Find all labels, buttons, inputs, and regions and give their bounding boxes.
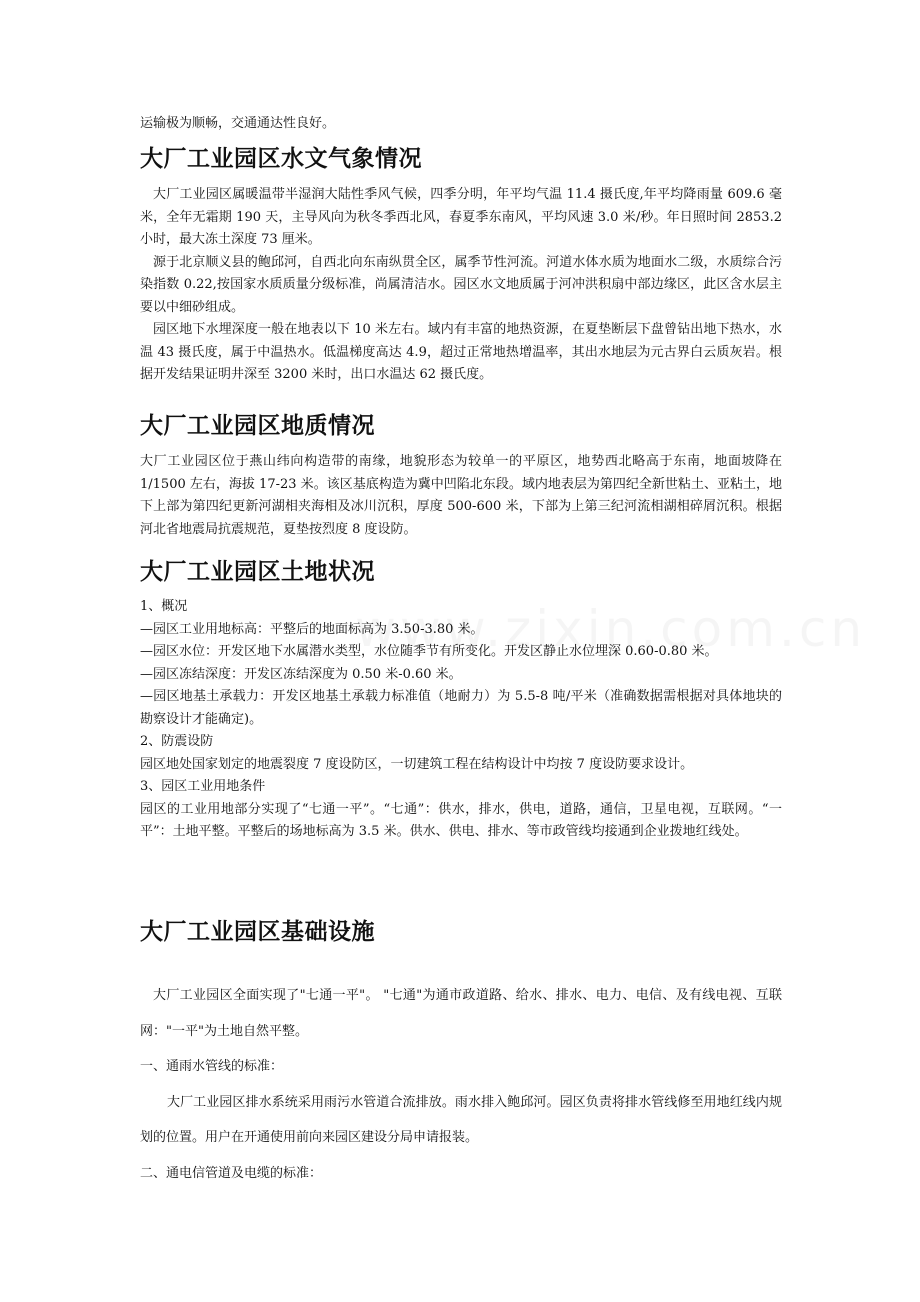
land-item-water-level: —园区水位：开发区地下水属潜水类型，水位随季节有所变化。开发区静止水位埋深 0.60-0.80 米。: [140, 644, 718, 659]
infra-section-body: [140, 978, 782, 1191]
land-item-seismic-heading: 2、防震设防: [140, 734, 214, 749]
geology-section-title: 大厂工业园区地质情况: [140, 413, 375, 439]
geology-paragraph-1: 大厂工业园区位于燕山纬向构造带的南缘，地貌形态为较单一的平原区，地势西北略高于东南，地面坡降在 1/1500 左右，海拔 17-23 米。该区基底构造为冀中凹陷北东段。域内地表层为第四纪全新世粘土、亚粘土，地下上部为第四纪更新河湖相夹海相及冰川沉积，厚度 500-600 米，下部为上第三纪河流相湖相碎屑沉积。根据河北省地震局抗震规范，夏垫按烈度 8 度设防。: [140, 454, 782, 537]
geology-section-body: [140, 451, 782, 541]
land-item-bearing-capacity: —园区地基土承载力：开发区地基土承载力标准值（地耐力）为 5.5-8 吨/平米（准确数据需根据对具体地块的勘察设计才能确定)。: [140, 689, 782, 727]
land-item-elevation: —园区工业用地标高：平整后的地面标高为 3.50-3.80 米。: [140, 621, 484, 637]
land-item-frost-depth: —园区冻结深度：开发区冻结深度为 0.50 米-0.60 米。: [140, 666, 462, 682]
hydro-section-title: 大厂工业园区水文气象情况: [140, 146, 422, 172]
intro-tail-paragraph: 运输极为顺畅，交通通达性良好。: [140, 116, 336, 131]
land-item-seismic-text: 园区地处国家划定的地震裂度 7 度设防区，一切建筑工程在结构设计中均按 7 度设防要求设计。: [140, 756, 694, 772]
infra-paragraph-2: 大厂工业园区排水系统采用雨污水管道合流排放。雨水排入鲍邱河。园区负责将排水管线修至用地红线内规划的位置。用户在开通使用前向来园区建设分局申请报装。: [140, 1094, 782, 1145]
infra-section-title: 大厂工业园区基础设施: [140, 919, 375, 945]
hydro-paragraph-1: 大厂工业园区属暖温带半湿润大陆性季风气候，四季分明，年平均气温 11.4 摄氏度,年平均降雨量 609.6 毫米，全年无霜期 190 天，主导风向为秋冬季西北风，春夏季东南风，平均风速 3.0 米/秒。年日照时间 2853.2 小时，最大冻土深度 73 厘米。: [140, 187, 782, 247]
hydro-paragraph-2: 源于北京顺义县的鲍邱河，自西北向东南纵贯全区，属季节性河流。河道水体水质为地面水二级，水质综合污染指数 0.22,按国家水质质量分级标准，尚属清洁水。园区水文地质属于河冲洪积扇中部边缘区，此区含水层主要以中细砂组成。: [140, 254, 782, 315]
land-section-body: [140, 596, 782, 844]
hydro-section-body: [140, 184, 782, 387]
land-item-conditions-text: 园区的工业用地部分实现了“七通一平”。“七通”：供水，排水，供电，道路，通信，卫星电视，互联网。“一平”：土地平整。平整后的场地标高为 3.5 米。供水、供电、排水、等市政管线均接通到企业拨地红线处。: [140, 801, 782, 839]
land-section-title: 大厂工业园区土地状况: [140, 559, 375, 585]
infra-paragraph-1: 大厂工业园区全面实现了"七通一平"。 "七通"为通市政道路、给水、排水、电力、电信、及有线电视、互联网："一平"为土地自然平整。: [140, 988, 782, 1039]
land-item-conditions-heading: 3、园区工业用地条件: [140, 779, 266, 794]
infra-heading-telecom: 二、通电信管道及电缆的标准：: [140, 1165, 323, 1181]
infra-heading-rainwater: 一、通雨水管线的标准：: [140, 1059, 284, 1074]
land-item-overview: 1、概况: [140, 599, 188, 614]
hydro-paragraph-3: 园区地下水埋深度一般在地表以下 10 米左右。域内有丰富的地热资源，在夏垫断层下盘曾钻出地下热水，水温 43 摄氏度，属于中温热水。低温梯度高达 4.9，超过正常地热增温率，其出水地层为元古界白云质灰岩。根据开发结果证明井深至 3200 米时，出口水温达 62 摄氏度。: [140, 322, 782, 382]
